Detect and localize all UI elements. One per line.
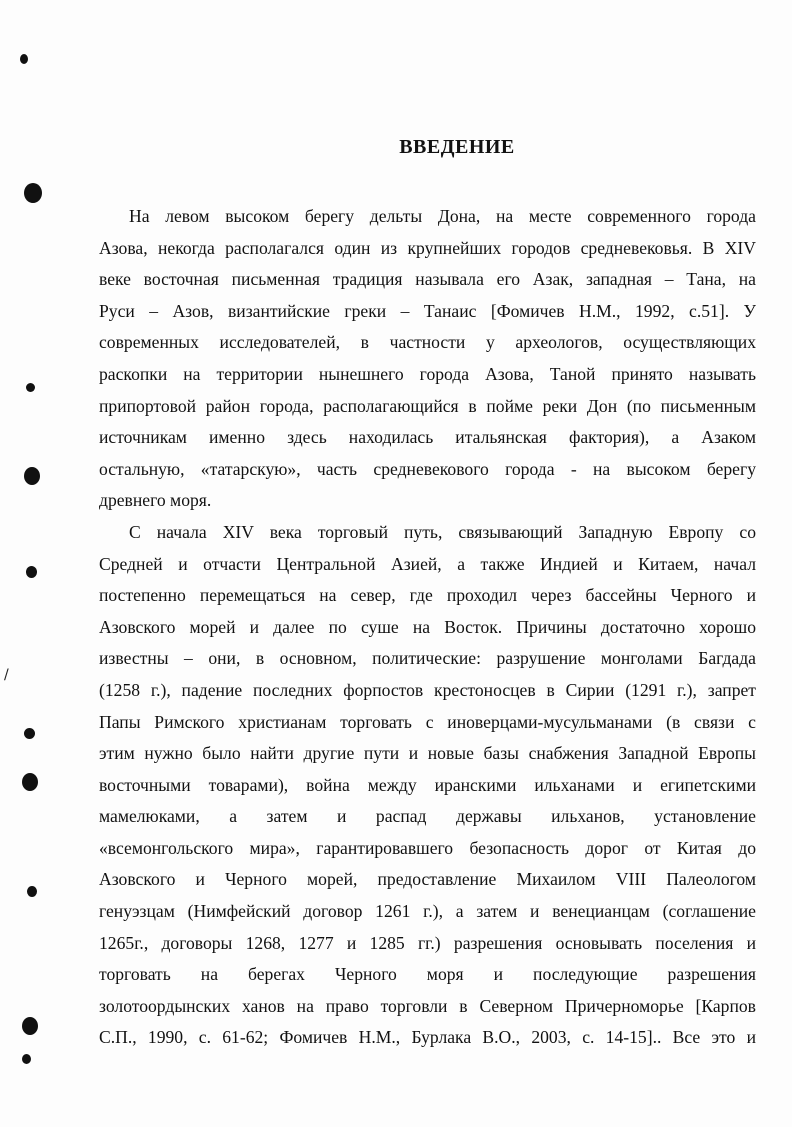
scan-mark-artifact: / (4, 667, 9, 683)
text-line: веке восточная письменная традиция называла его Азак, западная – Тана, на (99, 269, 756, 290)
text-line: источникам именно здесь находилась итальянская фактория), а Азаком (99, 427, 756, 448)
text-line: раскопки на территории нынешнего города Азова, Таной принято называть (99, 363, 756, 384)
text-line: Азовского и Черного морей, предоставление Михаилом VIII Палеологом (99, 869, 756, 890)
text-line: С начала XIV века торговый путь, связывающий Западную Европу со (129, 521, 756, 542)
text-line: золотоордынских ханов на право торговли в Северном Причерноморье [Карпов (99, 995, 756, 1016)
binding-hole-artifact (20, 54, 28, 64)
binding-hole-artifact (27, 886, 37, 897)
text-line: Папы Римского христианам торговать с иноверцами-мусульманами (в связи с (99, 711, 756, 732)
text-line: (1258 г.), падение последних форпостов крестоносцев в Сирии (1291 г.), запрет (99, 679, 756, 700)
text-line: 1265г., договоры 1268, 1277 и 1285 гг.) разрешения основывать поселения и (99, 932, 756, 953)
text-line: современных исследователей, в частности у археологов, осуществляющих (99, 332, 756, 353)
text-line: Средней и отчасти Центральной Азией, а также Индией и Китаем, начал (99, 553, 756, 574)
binding-hole-artifact (22, 1017, 38, 1035)
text-line: постепенно перемещаться на север, где проходил через бассейны Черного и (99, 585, 756, 606)
binding-hole-artifact (26, 383, 35, 392)
binding-hole-artifact (24, 728, 35, 739)
text-line: Азова, некогда располагался один из крупнейших городов средневековья. В XIV (99, 237, 756, 258)
text-line: мамелюками, а затем и распад державы ильханов, установление (99, 806, 756, 827)
text-line: восточными товарами), война между иранскими ильханами и египетскими (99, 774, 756, 795)
text-line: торговать на берегах Черного моря и последующие разрешения (99, 964, 756, 985)
text-line: генуэзцам (Нимфейский договор 1261 г.), а затем и венецианцам (соглашение (99, 901, 756, 922)
text-line: «всемонгольского мира», гарантировавшего безопасность дорог от Китая до (99, 837, 756, 858)
text-line: Азовского морей и далее по суше на Восток. Причины достаточно хорошо (99, 616, 756, 637)
text-line: известны – они, в основном, политические: разрушение монголами Багдада (99, 648, 756, 669)
text-line: Руси – Азов, византийские греки – Танаис [Фомичев Н.М., 1992, с.51]. У (99, 300, 756, 321)
binding-hole-artifact (26, 566, 37, 578)
text-line: На левом высоком берегу дельты Дона, на месте современного города (129, 206, 756, 226)
binding-hole-artifact (22, 1054, 31, 1064)
binding-hole-artifact (22, 773, 38, 791)
text-line: этим нужно было найти другие пути и новые базы снабжения Западной Европы (99, 743, 756, 764)
text-line: остальную, «татарскую», часть средневекового города - на высоком берегу (99, 458, 756, 479)
body-text (99, 201, 756, 1054)
text-line: древнего моря. (99, 490, 212, 511)
binding-hole-artifact (24, 183, 42, 203)
text-line: С.П., 1990, с. 61-62; Фомичев Н.М., Бурлака В.О., 2003, с. 14-15].. Все это и (99, 1027, 756, 1048)
binding-hole-artifact (24, 467, 40, 485)
text-line: припортовой район города, располагающийся в пойме реки Дон (по письменным (99, 395, 756, 416)
page-title: ВВЕДЕНИЕ (399, 136, 515, 158)
